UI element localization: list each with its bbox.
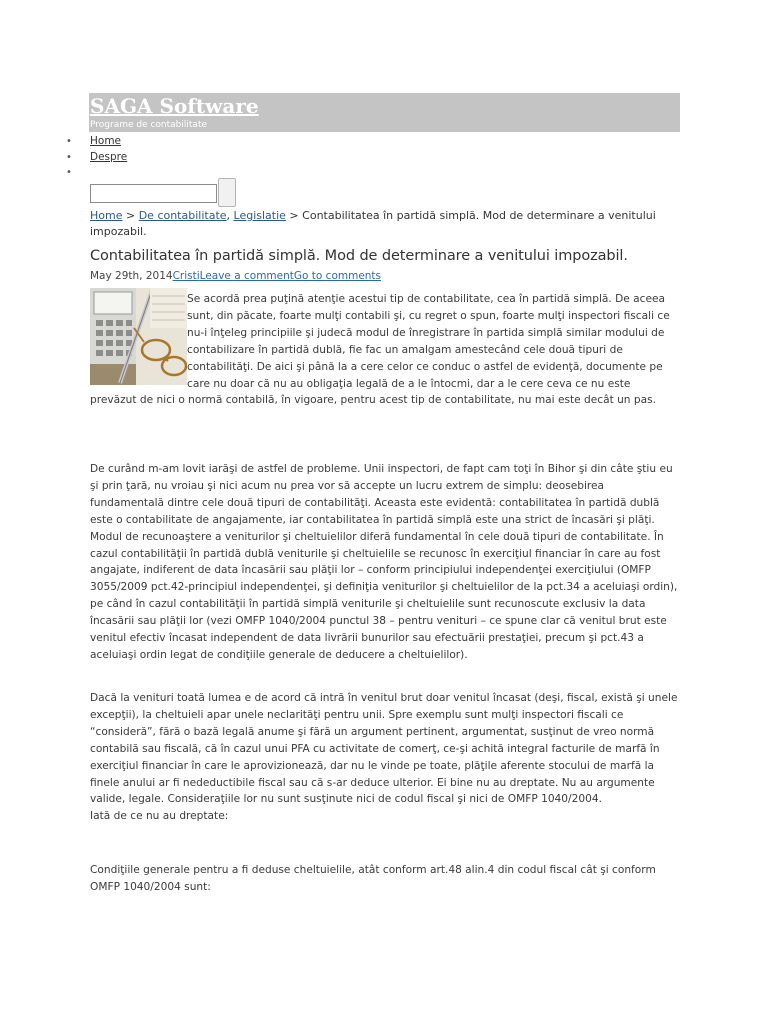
bullet-icon: •: [66, 136, 72, 147]
bullet-icon: •: [66, 151, 72, 163]
breadcrumb-separator: >: [122, 209, 139, 222]
post-title: Contabilitatea în partidă simplă. Mod de determinare a venitului impozabil.: [90, 248, 628, 264]
post-paragraph: Dacă la venituri toată lumea e de acord că intră în venitul brut doar venitul încasat (deşi, fiscal, există şi unele excepţii), la cheltuieli apar unele neclarităţi pentru unii. Spre exemplu sunt mulţi inspectori fiscali ce “consideră”, fără o bază legală anume şi fără un argument pertinent, argumentat, susţinut de vreo normă contabilă sau fiscală, că în cazul unui PFA cu activitate de comerţ, ce-şi achită integral facturile de marfă în exerciţiul financiar în care le aprovizionează, dar nu le vinde pe toate, plăţile aferente stocului de marfă la finele anului ar fi nedeductibile fiscal sau că s-ar deduce ulterior. Ei bine nu au dreptate. Nu au argumente valide, legale. Consideraţiile lor nu sunt susţinute nici de codul fiscal şi nici de OMFP 1040/2004.: [90, 692, 678, 806]
post-paragraph: Condiţiile generale pentru a fi deduse cheltuielile, atât conform art.48 alin.4 din codul fiscal cât şi conform OMFP 1040/2004 sunt:: [90, 864, 656, 893]
search-input[interactable]: [90, 184, 217, 203]
bullet-icon: •: [66, 167, 72, 178]
post-date: May 29th, 2014: [90, 270, 173, 282]
breadcrumb-comma: ,: [226, 209, 234, 222]
go-to-comments-link[interactable]: Go to comments: [293, 270, 382, 282]
breadcrumb-home[interactable]: Home: [90, 209, 123, 222]
post-paragraph: De curând m-am lovit iarăşi de astfel de probleme. Unii inspectori, de fapt cam toţi în Bihor şi din câte ştiu eu şi prin ţară, nu vroiau şi nici acum nu prea vor să accepte un lucru extrem de simplu: deosebirea fundamentală dintre cele două tipuri de contabilităţi. Aceasta este evidentă: contabilitatea în partidă dublă este o contabilitate de angajamente, iar contabilitatea în partidă simplă este una strict de încasări şi plăţi. Modul de recunoaştere a veniturilor şi cheltuielilor diferă fundamental în cele două tipuri de contabilitate. În cazul contabilităţii în partidă dublă veniturile şi cheltuielile se recunosc în exerciţiul financiar în care au fost angajate, indiferent de data încasării sau plăţii lor – conform principiului independenţei exerciţiului (OMFP 3055/2009 pct.42-principiul independenţei, şi definiţia veniturilor şi cheltuielilor de la pct.34 a aceluiaşi ordin), pe când în cazul contabilităţii în partidă simplă veniturile şi cheltuielile sunt recunoscute exclusiv la data încasării sau plăţii lor (vezi OMFP 1040/2004 punctul 38 – pentru venituri – ce spune clar că venitul brut este venitul efectiv încasat independent de data livrării bunurilor sau efectuării prestaţiei, precum şi pct.43 a aceluiaşi ordin legat de condiţiile generale de deducere a cheltuielilor).: [90, 463, 678, 661]
site-title-link[interactable]: SAGA Software: [90, 94, 259, 118]
search-button[interactable]: [218, 178, 236, 207]
breadcrumb: [90, 208, 680, 239]
post-meta: [90, 270, 381, 282]
post-paragraph-text: Se acordă prea puţină atenţie acestui tip de contabilitate, cea în partidă simplă. De aceea sunt, din păcate, foarte mulţi contabili şi, cu regret o spun, foarte mulţi inspectori fiscali ce nu-i înţeleg principiile şi judecă modul de înregistrare în partida simplă similar modului de contabilizare în partidă dublă, fie fac un amalgam amestecând cele două tipuri de contabilităţi. De aici şi până la a cere celor ce conduc o astfel de evidenţă, documente pe care nu doar că nu au obligaţia legală de a le întocmi, dar a le cere ceva ce nu este prevăzut de nici o normă contabilă, în vigoare, pentru acest tip de contabilitate, nu mai este decât un pas.: [90, 293, 670, 407]
nav-link-despre[interactable]: Despre: [90, 150, 128, 163]
site-header: [89, 93, 680, 132]
leave-comment-link[interactable]: Leave a comment: [199, 270, 294, 282]
post-paragraph: [90, 291, 680, 409]
breadcrumb-separator: >: [285, 209, 303, 222]
breadcrumb-category-contabilitate[interactable]: De contabilitate: [138, 209, 227, 222]
nav-link-home[interactable]: Home: [90, 135, 122, 147]
post-paragraph: Iată de ce nu au dreptate:: [90, 810, 229, 822]
site-description: Programe de contabilitate: [90, 120, 208, 130]
post-author-link[interactable]: Cristi: [172, 270, 200, 282]
breadcrumb-category-legislatie[interactable]: Legislatie: [233, 209, 286, 222]
breadcrumb-current: Contabilitatea în partidă simplă. Mod de determinare a venitului impozabil.: [90, 209, 656, 238]
thumbnail-spacer: [90, 291, 187, 388]
